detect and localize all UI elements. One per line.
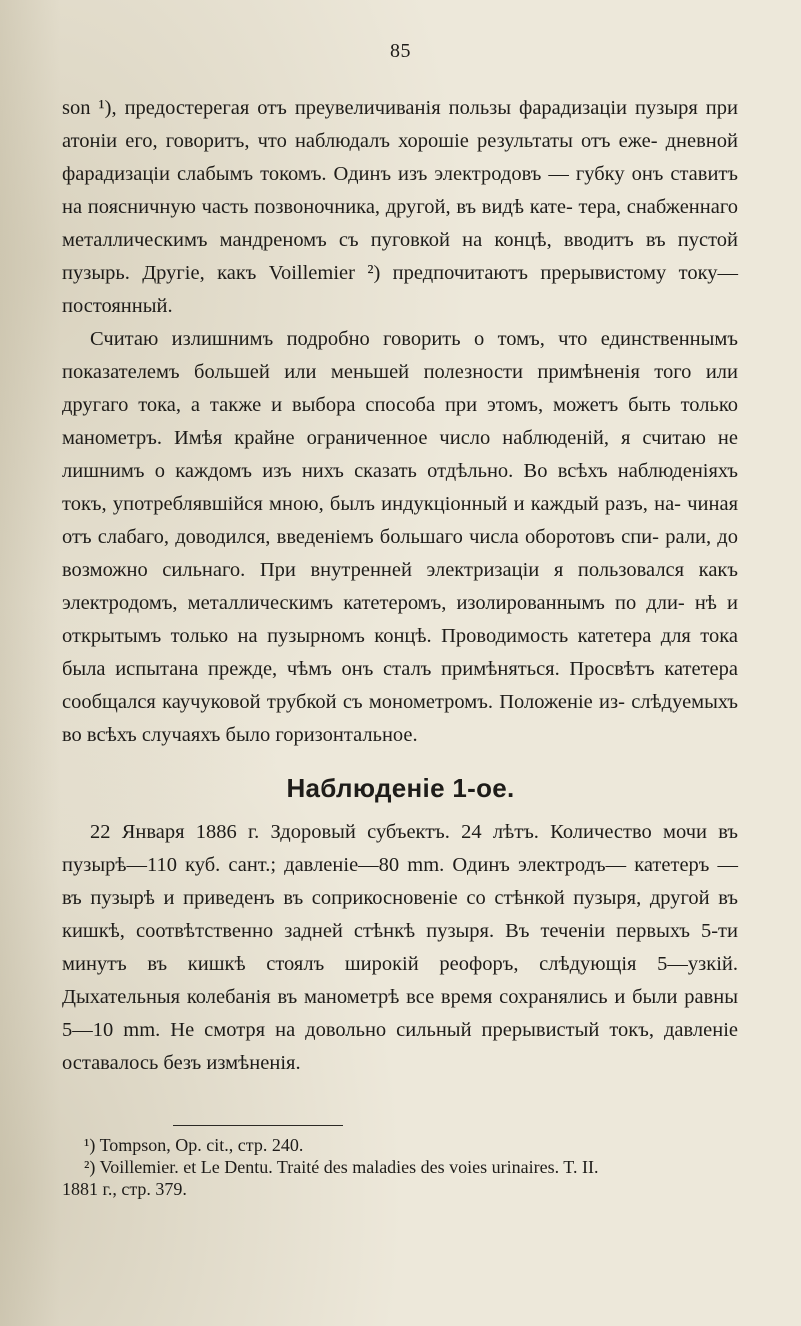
paragraph-observation: 22 Января 1886 г. Здоровый субъектъ. 24 лѣтъ. Количество мочи въ пузырѣ—110 куб. сант.; давленіе—80 mm. Одинъ электродъ— катетеръ — въ пузырѣ и приведенъ въ соприкосновеніе со стѣнкой пузыря, другой въ кишкѣ, соотвѣтственно задней стѣнкѣ пузыря. Въ теченіи первыхъ 5-ти минутъ въ кишкѣ стоялъ широкій реофоръ, слѣдующія 5—узкій. Дыхательныя колебанія въ манометрѣ все время сохранялись и были равны 5—10 mm. Не смотря на довольно сильный прерывистый токъ, давленіе оставалось безъ измѣненія. xyxy=(62,821,738,1074)
footnote-divider xyxy=(173,1125,343,1126)
body-text xyxy=(62,92,738,752)
paragraph-continuation: son ¹), предостерегая отъ преувеличиванія пользы фарадизаціи пузыря при атоніи его, говоритъ, что наблюдалъ хорошіе результаты отъ еже- дневной фарадизаціи слабымъ токомъ. Одинъ изъ электродовъ — губку онъ ставитъ на поясничную часть позвоночника, другой, въ видѣ кате- тера, снабженнаго металлическимъ мандреномъ съ пуговкой на концѣ, вводитъ въ пустой пузырь. Другіе, какъ Voillemier ²) предпочитаютъ прерывистому току—постоянный. xyxy=(62,97,738,317)
footnote-1: ¹) Tompson, Op. cit., стр. 240. xyxy=(84,1135,304,1155)
page-number: 85 xyxy=(390,40,411,62)
paragraph-method: Считаю излишнимъ подробно говорить о томъ, что единственнымъ показателемъ большей или меньшей полезности примѣненія того или другаго тока, а также и выбора способа при этомъ, можетъ быть только манометръ. Имѣя крайне ограниченное число наблюденій, я считаю не лишнимъ о каждомъ изъ нихъ сказать отдѣльно. Во всѣхъ наблюденіяхъ токъ, употреблявшійся мною, былъ индукціонный и каждый разъ, на- чиная отъ слабаго, доводился, введеніемъ большаго числа оборотовъ спи- рали, до возможно сильнаго. При внутренней электризаціи я пользовался какъ электродомъ, металлическимъ катетеромъ, изолированнымъ по дли- нѣ и открытымъ только на пузырномъ концѣ. Проводимость катетера для тока была испытана прежде, чѣмъ онъ сталъ примѣняться. Просвѣтъ катетера сообщался каучуковой трубкой съ монометромъ. Положеніе из- слѣдуемыхъ во всѣхъ случаяхъ было горизонтальное. xyxy=(62,328,738,746)
observation-text xyxy=(62,816,738,1080)
footnote-2: ²) Voillemier. et Le Dentu. Traité des maladies des voies urinaires. T. II. xyxy=(84,1157,599,1177)
section-heading: Наблюденіе 1-ое. xyxy=(286,773,515,803)
footnotes xyxy=(62,1134,738,1200)
footnote-2-continuation: 1881 г., стр. 379. xyxy=(62,1179,187,1199)
